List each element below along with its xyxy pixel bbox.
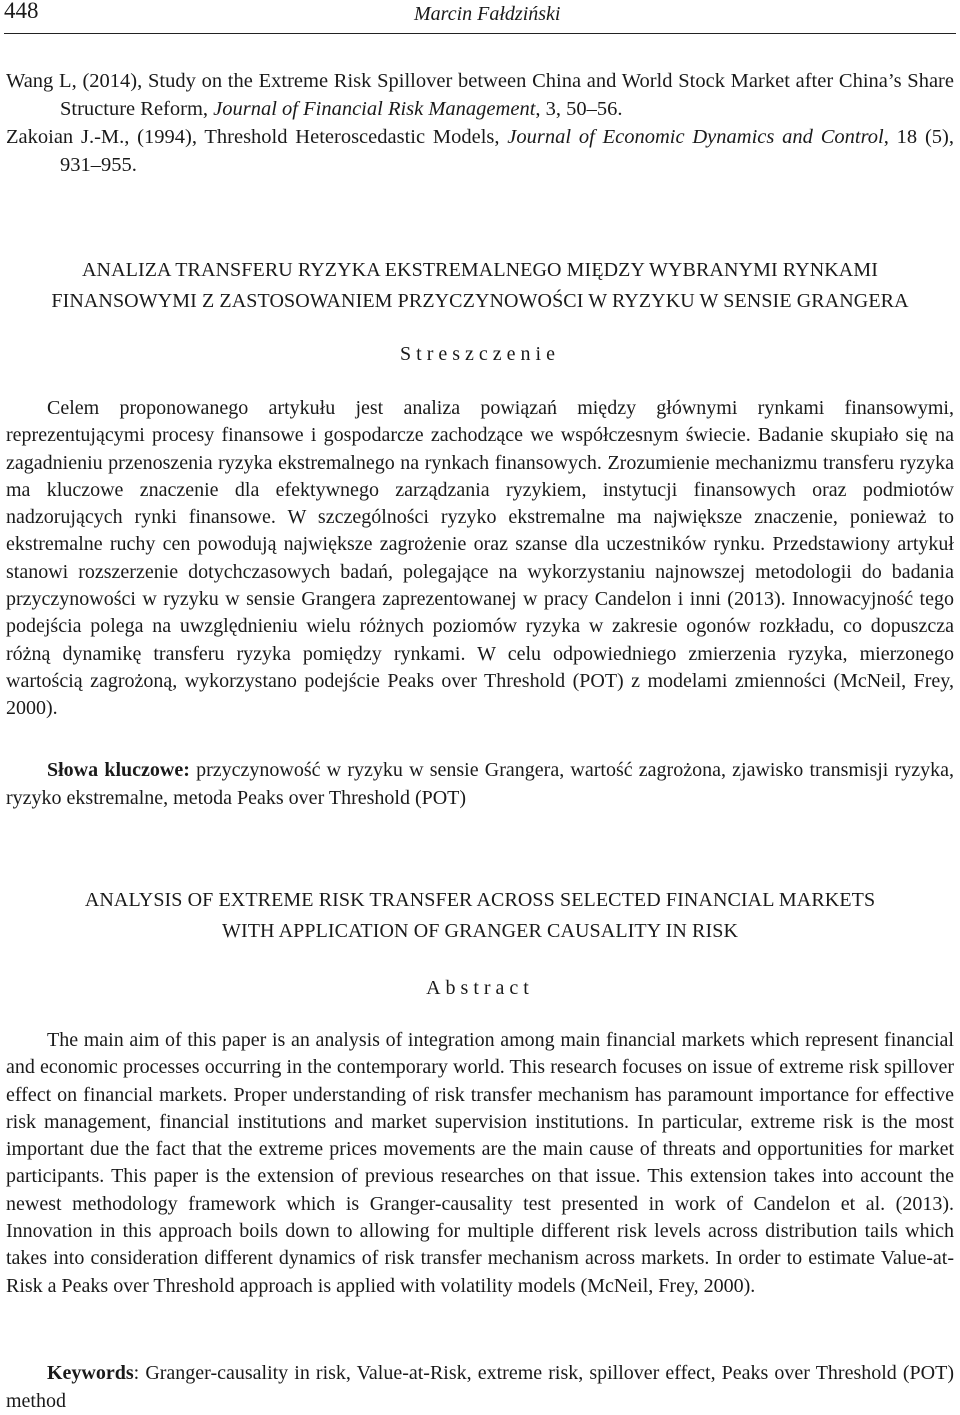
reference-item: Wang L, (2014), Study on the Extreme Risk Spillover between China and World Stock Market after China’s Share Structure Reform, Journal of Financial Risk Management, 3, 50–56. bbox=[6, 70, 954, 120]
english-keywords bbox=[6, 1359, 954, 1415]
header-rule bbox=[4, 33, 956, 34]
polish-abstract: Celem proponowanego artykułu jest analiza powiązań między głównymi rynkami finansowymi, reprezentującymi procesy finansowe i gospodarcze zachodzące we współczesnym świecie. Badanie skupiało się na zagadnieniu przenoszenia ryzyka ekstremalnego na rynkach finansowych. Zrozumienie mechanizmu transferu ryzyka ma kluczowe znaczenie dla efektywnego zarządzania ryzykiem, instytucji finansowych oraz podmiotów nadzorujących rynki finansowe. W szczególności ryzyko ekstremalne ma największe znaczenie, ponieważ to ekstremalne ruchy cen powodują największe zagrożenie oraz szanse dla uczestników rynku. Przedstawiony artykuł stanowi rozszerzenie dotychczasowych badań, polegające na wykorzystaniu najnowszej metodologii do badania przyczynowości w ryzyku w sensie Grangera zaprezentowanej w pracy Candelon i inni (2013). Innowacyjność tego podejścia polega na uwzględnieniu wielu różnych poziomów ryzyka w zakresie ogonów rozkładu, co dopuszcza różną dynamikę transferu ryzyka pomiędzy rynkami. W celu odpowiedniego zmierzenia ryzyka, mierzonego wartością zagrożoną, wykorzystano podejście Peaks over Threshold (POT) z modelami zmienności (McNeil, Frey, 2000). bbox=[6, 397, 954, 720]
english-title bbox=[0, 885, 960, 947]
page-number: 448 bbox=[4, 0, 39, 23]
english-title-line: ANALYSIS OF EXTREME RISK TRANSFER ACROSS SELECTED FINANCIAL MARKETS bbox=[84, 889, 876, 911]
streszczenie-heading: Streszczenie bbox=[400, 343, 560, 365]
reference-item: Zakoian J.-M., (1994), Threshold Heteroscedastic Models, Journal of Economic Dynamics and Control, 18 (5), 931–955. bbox=[6, 126, 955, 176]
polish-title bbox=[0, 255, 960, 317]
keywords-text: : Granger-causality in risk, Value-at-Risk, extreme risk, spillover effect, Peaks over Threshold (POT) method bbox=[6, 1362, 954, 1412]
polish-title-line: FINANSOWYMI Z ZASTOSOWANIEM PRZYCZYNOWOŚCI W RYZYKU W SENSIE GRANGERA bbox=[51, 290, 909, 312]
abstract-heading: Abstract bbox=[426, 977, 534, 999]
english-title-line: WITH APPLICATION OF GRANGER CAUSALITY IN RISK bbox=[222, 920, 738, 942]
keywords-text: przyczynowość w ryzyku w sensie Grangera, wartość zagrożona, zjawisko transmisji ryzyka, ryzyko ekstremalne, metoda Peaks over Threshold (POT) bbox=[6, 759, 954, 809]
keywords-label: Keywords bbox=[47, 1362, 134, 1384]
reference-list bbox=[6, 67, 954, 179]
english-abstract: The main aim of this paper is an analysis of integration among main financial markets which represent financial and economic processes occurring in the contemporary world. This research focuses on issue of extreme risk spillover effect on financial markets. Proper understanding of risk transfer mechanism has paramount importance for effective risk management, financial institutions and market supervision institutions. In particular, extreme risk is the most important due the fact that the extreme prices movements are the main cause of threats and opportunities for market participants. This paper is the extension of previous researches on that issue. This extension takes into account the newest methodology framework which is Granger-causality test presented in work of Candelon et al. (2013). Innovation in this approach boils down to allowing for multiple different risk levels across distribution tails which takes into consideration different dynamics of risk transfer mechanism across markets. In order to estimate Value-at-Risk a Peaks over Threshold approach is applied with volatility models (McNeil, Frey, 2000). bbox=[6, 1029, 954, 1297]
page-header bbox=[4, 0, 956, 30]
polish-keywords bbox=[6, 756, 954, 812]
running-head-author: Marcin Fałdziński bbox=[414, 3, 561, 25]
keywords-label: Słowa kluczowe: bbox=[47, 759, 190, 781]
polish-title-line: ANALIZA TRANSFERU RYZYKA EKSTREMALNEGO MIĘDZY WYBRANYMI RYNKAMI bbox=[82, 259, 878, 281]
